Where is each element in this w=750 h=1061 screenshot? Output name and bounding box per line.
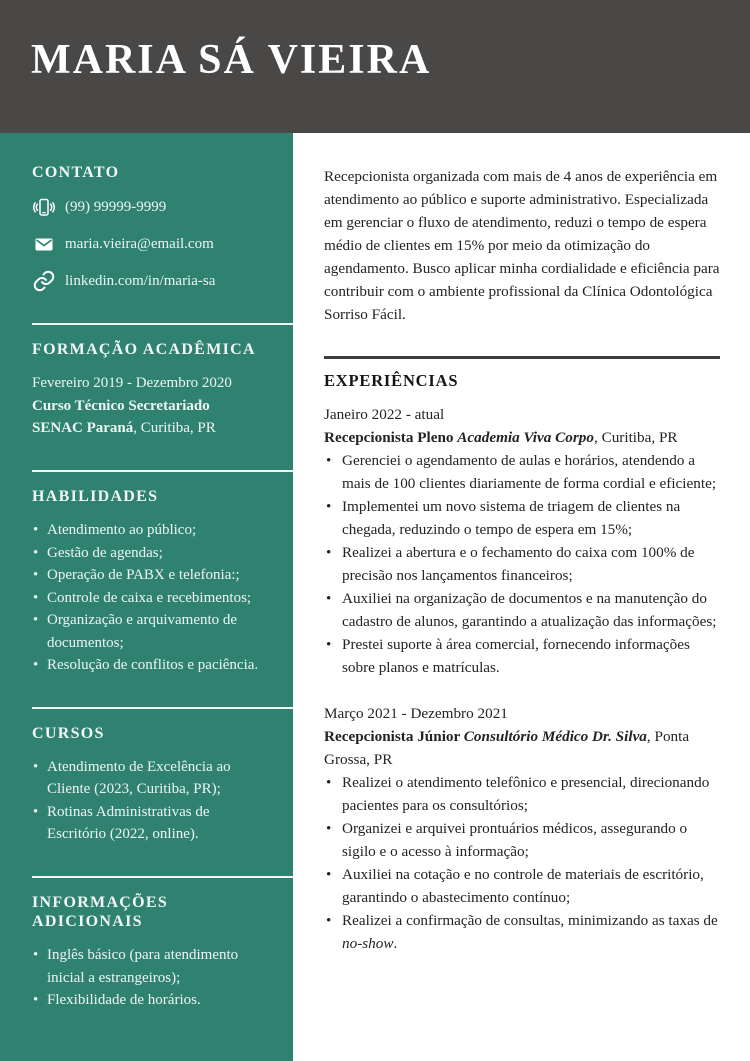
contact-section [32, 163, 267, 293]
list-item: • Controle de caixa e recebimentos; [32, 587, 267, 610]
education-institution [32, 417, 267, 440]
contact-linkedin-value[interactable]: linkedin.com/in/maria-sa [65, 272, 216, 289]
list-item: • Auxiliei na organização de documentos e na manutenção do cadastro de alunos, garantindo a atualização das informações; [324, 587, 720, 633]
text-segment: Academia Viva Corpo [457, 428, 594, 446]
list-item: • Gestão de agendas; [32, 542, 267, 565]
additional-info-list [32, 944, 267, 1012]
body-columns [0, 133, 750, 1061]
list-item: • Organizei e arquivei prontuários médicos, assegurando o sigilo e o acesso à informação; [324, 817, 720, 863]
experience-entry [324, 403, 720, 679]
education-heading: FORMAÇÃO ACADÊMICA [32, 341, 256, 359]
skills-heading: HABILIDADES [32, 487, 159, 505]
education-section [32, 340, 267, 440]
courses-heading: CURSOS [32, 724, 105, 742]
sidebar-divider [32, 323, 293, 325]
contact-linkedin[interactable] [32, 269, 267, 293]
header [0, 0, 750, 133]
link-icon [32, 269, 56, 293]
experience-period: Março 2021 - Dezembro 2021 [324, 704, 508, 722]
experience-bullets [324, 771, 720, 955]
education-period: Fevereiro 2019 - Dezembro 2020 [32, 375, 232, 392]
experience-heading: EXPERIÊNCIAS [324, 371, 459, 390]
additional-info-heading: INFORMAÇÕES ADICIONAIS [32, 893, 169, 930]
list-item: • Operação de PABX e telefonia:; [32, 564, 267, 587]
sidebar [0, 133, 293, 1061]
text-segment: Recepcionista Júnior [324, 727, 464, 745]
list-item: • Gerenciei o agendamento de aulas e horários, atendendo a mais de 100 clientes diariamente de forma cordial e eficiente; [324, 449, 720, 495]
phone-icon [32, 195, 56, 219]
contact-email-value: maria.vieira@email.com [65, 235, 214, 252]
experience-entry [324, 702, 720, 955]
page-title: MARIA SÁ VIEIRA [31, 36, 432, 83]
list-item [324, 909, 720, 955]
list-item: • Realizei o atendimento telefônico e presencial, direcionando pacientes para os consultórios; [324, 771, 720, 817]
list-item: • Rotinas Administrativas de Escritório (2022, online). [32, 801, 267, 846]
sidebar-divider [32, 470, 293, 472]
experience-divider [324, 356, 720, 359]
courses-list [32, 756, 267, 846]
list-item: • Flexibilidade de horários. [32, 989, 267, 1012]
skills-section [32, 487, 267, 677]
list-item: • Atendimento ao público; [32, 519, 267, 542]
text-segment: , Ponta Grossa, PR [324, 727, 690, 768]
experience-bullets [324, 449, 720, 679]
list-item: • Realizei a abertura e o fechamento do caixa com 100% de precisão nos lançamentos financeiros; [324, 541, 720, 587]
text-segment: . [393, 934, 398, 952]
contact-phone [32, 195, 267, 219]
list-item: • Implementei um novo sistema de triagem de clientes na chegada, reduzindo o tempo de espera em 15%; [324, 495, 720, 541]
sidebar-divider [32, 876, 293, 878]
professional-summary: Recepcionista organizada com mais de 4 anos de experiência em atendimento ao público e suporte administrativo. Especializada em gerenciar o fluxo de atendimento, reduzi o tempo de espera médio de clientes em 15% por meio da otimização do agendamento. Busco aplicar minha cordialidade e eficiência para contribuir com o ambiente profissional da Clínica Odontológica Sorriso Fácil. [324, 168, 720, 323]
experience-title [324, 426, 720, 449]
text-segment: Consultório Médico Dr. Silva [463, 727, 647, 745]
list-item: • Inglês básico (para atendimento inicial a estrangeiros); [32, 944, 267, 989]
experience-title [324, 725, 720, 771]
skills-list [32, 519, 267, 677]
text-segment: Realizei a confirmação de consultas, minimizando as taxas de [342, 911, 718, 929]
text-segment: Recepcionista Pleno [324, 428, 458, 446]
text-segment: SENAC Paraná [32, 420, 134, 437]
additional-info-section [32, 893, 267, 1012]
text-segment: , Curitiba, PR [133, 420, 216, 437]
education-degree: Curso Técnico Secretariado [32, 397, 210, 414]
main-column [293, 133, 750, 1061]
list-item: • Organização e arquivamento de documentos; [32, 609, 267, 654]
list-item: • Atendimento de Excelência ao Cliente (2023, Curitiba, PR); [32, 756, 267, 801]
sidebar-divider [32, 707, 293, 709]
contact-phone-value: (99) 99999-9999 [65, 198, 167, 215]
email-icon [32, 232, 56, 256]
experience-period: Janeiro 2022 - atual [324, 405, 445, 423]
text-segment: no-show [342, 934, 394, 952]
list-item: • Resolução de conflitos e paciência. [32, 654, 267, 677]
contact-heading: CONTATO [32, 164, 120, 181]
list-item: • Auxiliei na cotação e no controle de materiais de escritório, garantindo o abastecimento contínuo; [324, 863, 720, 909]
text-segment: , Curitiba, PR [593, 428, 678, 446]
courses-section [32, 724, 267, 846]
list-item: • Prestei suporte à área comercial, fornecendo informações sobre planos e matrículas. [324, 633, 720, 679]
contact-email [32, 232, 267, 256]
